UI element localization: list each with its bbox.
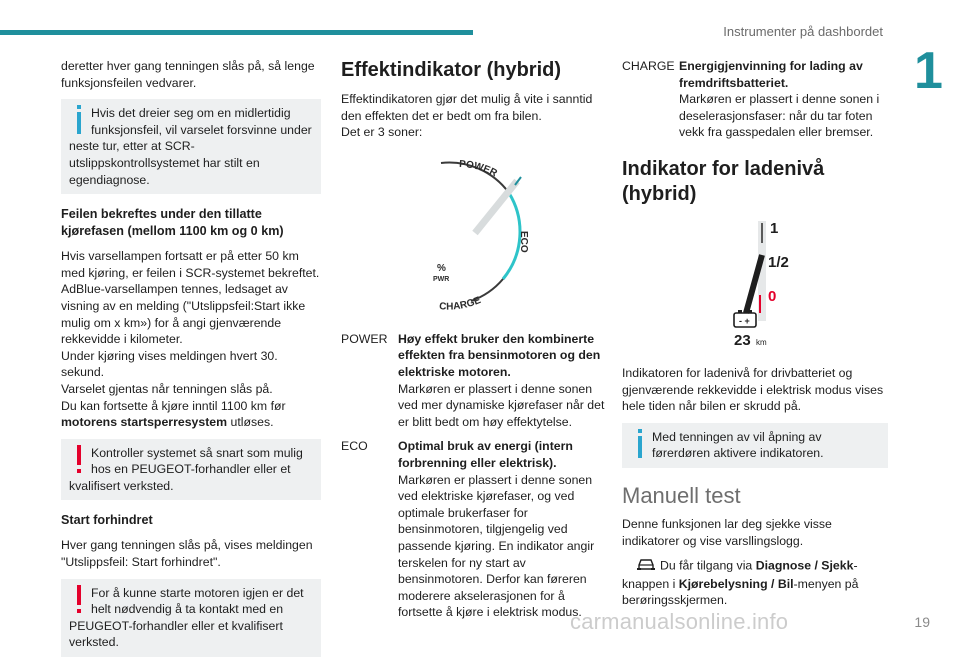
- menu-path-lighting: Kjørebelysning / Bil: [678, 576, 794, 591]
- column-middle: [341, 58, 606, 629]
- section-title-charge-level: Indikator for ladenivå (hybrid): [622, 157, 825, 205]
- warning-note: [61, 439, 321, 501]
- start-prevented-paragraph: Hver gang tenningen slås på, vises meldingen "Utslippsfeil: Start forhindret".: [61, 538, 313, 570]
- definition-text: Markøren er plassert i denne sonen i deselerasjonsfaser: når du tar foten vekk fra gasspedalen eller bremser.: [679, 92, 880, 140]
- para-line: Varselet gjentas når tenningen slås på.: [61, 381, 273, 396]
- warning-note: [61, 579, 321, 657]
- heading-start-prevented: Start forhindret: [61, 513, 153, 528]
- text-span: -menyen på berøringsskjermen.: [622, 576, 859, 608]
- definition-text: Markøren er plassert i denne sonen ved mer dynamiske kjørefaser når det er blitt bedt om høy effektytelse.: [398, 381, 605, 429]
- definition-bold: Optimal bruk av energi (intern forbrenning eller elektrisk).: [398, 439, 573, 470]
- car-icon: [636, 557, 656, 576]
- definition-term: CHARGE: [622, 59, 675, 73]
- text-span: -knappen i: [622, 558, 858, 591]
- para-line: Det er 3 soner:: [341, 125, 423, 140]
- power-indicator-intro: [341, 91, 606, 141]
- gauge-label-power: POWER: [458, 158, 499, 180]
- gauge-label-charge: CHARGE: [438, 294, 483, 313]
- definition-description: [398, 438, 606, 621]
- para-line: utløses.: [227, 415, 274, 430]
- definition-description: [679, 58, 888, 141]
- chapter-tab: [908, 42, 960, 103]
- column-right: [622, 58, 888, 617]
- svg-text:- +: - +: [739, 315, 750, 326]
- text-span: Du får tilgang via: [660, 558, 756, 573]
- battery-plug-icon: [734, 310, 756, 327]
- section-title-power-indicator: Effektindikator (hybrid): [341, 59, 562, 81]
- para-line: Under kjøring vises meldingen hvert 30. sekund.: [61, 348, 278, 380]
- range-value: 23: [734, 331, 751, 349]
- info-note-text: Hvis det dreier seg om en midlertidig funksjonsfeil, vil varselet forsvinne under neste tur, etter at SCR-utslippskontrollsystemet har stilt en egendiagnose.: [69, 106, 312, 187]
- warning-icon: [73, 445, 87, 475]
- gauge-label-eco: ECO: [518, 230, 529, 253]
- para-line: Hvis varsellampen fortsatt er på etter 50 km med kjøring, er feilen i SCR-systemet bekreftet.: [61, 249, 320, 280]
- definition-bold: Energigjenvinning for lading av fremdriftsbatteriet.: [679, 59, 863, 90]
- heading-confirmed-fault: Feilen bekreftes under den tillatte kjørefasen (mellom 1100 km og 0 km): [61, 207, 284, 239]
- power-gauge-svg: [341, 149, 606, 319]
- charge-label-full: 1: [770, 219, 779, 237]
- charge-label-empty: 0: [768, 287, 777, 305]
- warning-icon: [73, 585, 87, 615]
- watermark-logo: carmanualsonline.info: [570, 609, 789, 634]
- charge-level-illustration: [622, 215, 888, 355]
- page-number: 19: [914, 614, 930, 630]
- charge-level-svg: [622, 215, 888, 355]
- intro-paragraph: deretter hver gang tenningen slås på, så lenge funksjonsfeilen vedvarer.: [61, 59, 315, 90]
- manual-test-paragraph: Denne funksjonen lar deg sjekke visse indikatorer og vise varsllingslogg.: [622, 516, 832, 548]
- confirmed-fault-paragraph: [61, 248, 321, 431]
- warning-note-text: For å kunne starte motoren igjen er det helt nødvendig å ta kontakt med en PEUGEOT-forhandler eller et kvalifisert verksted.: [69, 585, 304, 650]
- definition-text: Markøren er plassert i denne sonen ved elektriske kjørefaser, og ved optimale brukerfaser for bensinmotoren, tilgjengelig ved passende kjøring. En indikator angir terskelen for ny start av bensinmotoren. Derfor kan føreren moderere akselerasjonen for å fortsette å kjøre i elektrisk modus.: [398, 472, 595, 620]
- definition-eco: [341, 438, 606, 621]
- range-unit: km: [756, 337, 767, 347]
- charge-level-paragraph: Indikatoren for ladenivå for drivbatteriet og gjenværende rekkevidde i elektrisk modus vises hele tiden når bilen er skrudd på.: [622, 365, 884, 414]
- info-note-text: Med tenningen av vil åpning av førerdøren aktivere indikatoren.: [652, 429, 824, 461]
- definition-power: [341, 331, 606, 431]
- definition-term: POWER: [341, 331, 388, 346]
- gauge-needle: [475, 181, 517, 233]
- definition-term: ECO: [341, 439, 368, 454]
- para-line: Effektindikatoren gjør det mulig å vite i sanntid den effekten det er bedt om fra bilen.: [341, 92, 593, 123]
- gauge-pwr-label: PWR: [433, 275, 450, 283]
- info-icon: [73, 105, 87, 135]
- definition-description: [398, 331, 606, 431]
- power-gauge-illustration: [341, 149, 606, 319]
- info-note: [622, 423, 888, 468]
- header-accent-bar: [0, 30, 473, 35]
- section-title-manual-test: Manuell test: [622, 482, 741, 508]
- charge-label-half: 1/2: [768, 253, 789, 271]
- para-line: AdBlue-varsellampen tennes, ledsaget av visning av en melding ("Utslippsfeil:Start ikke mulig om x km») for å angi gjenværende rekkevidde i kilometer.: [61, 282, 306, 347]
- gauge-arc-eco: [503, 193, 520, 279]
- page-header-title: Instrumenter på dashbordet: [723, 24, 883, 39]
- info-icon: [634, 429, 648, 459]
- info-note: [61, 99, 321, 194]
- definition-bold: Høy effekt bruker den kombinerte effekten fra bensinmotoren og den elektriske motoren.: [398, 331, 601, 379]
- manual-test-access: [622, 557, 888, 609]
- bold-term: motorens startsperresystem: [61, 415, 228, 430]
- warning-note-text: Kontroller systemet så snart som mulig hos en PEUGEOT-forhandler eller et kvalifisert verksted.: [69, 445, 303, 493]
- chapter-number: 1: [914, 42, 943, 100]
- definition-charge: [622, 58, 888, 141]
- para-line: Du kan fortsette å kjøre inntil 1100 km før: [61, 398, 286, 413]
- menu-path-diagnose: Diagnose / Sjekk: [755, 558, 854, 573]
- gauge-pct-label: %: [437, 262, 446, 274]
- column-left: [61, 58, 321, 665]
